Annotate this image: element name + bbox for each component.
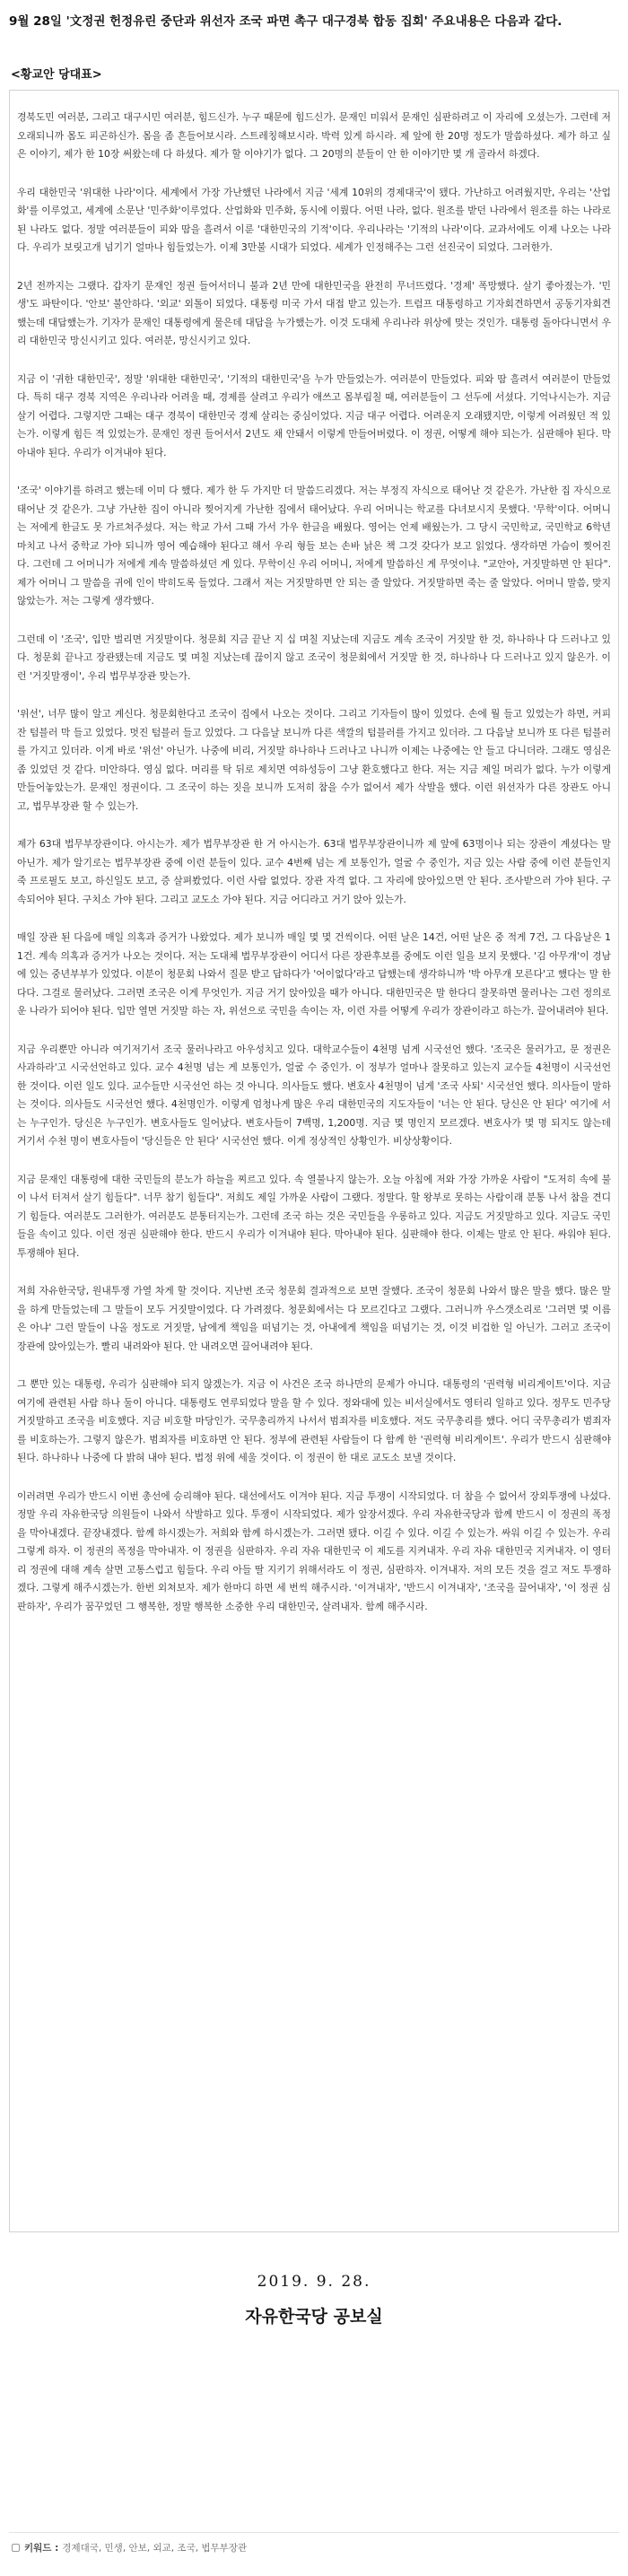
speech-paragraph: 우리 대한민국 '위대한 나라'이다. 세계에서 가장 가난했던 나라에서 지금 '세계 10위의 경제대국'이 됐다. 가난하고 어려웠지만, 우리는 '산업화'를 이루었고, 세계에 소문난 '민주화'이루었다. 산업화와 민주화, 동시에 이뤘다. 어떤 나라, 없다. 원조를 받던 나라에서 원조를 하는 나라로 된 나라도 없다. 정말 여러분들이 피와 땀을 흘려서 이룬 '대한민국의 기적'이다. 우리나라는 '기적의 나라'이다. 교과서에도 이제 나오는 나라다. 우리가 보릿고개 넘기기 얼마나 힘들었는가. 이제 3만불 시대가 되었다. 세계가 인정해주는 그런 선진국이 되었다. 그러한가.: [17, 186, 611, 253]
issuing-office: 자유한국당 공보실: [245, 2307, 383, 2327]
speech-paragraph: 이러려면 우리가 반드시 이번 총선에 승리해야 된다. 대선에서도 이겨야 된다. 지금 투쟁이 시작되었다. 더 참을 수 없어서 장외투쟁에 나섰다. 정말 우리 자유한국당 의원들이 나와서 삭발하고 있다. 투쟁이 시작되었다. 제가 앞장서겠다. 우리 자유한국당과 함께 반드시 이 정권의 폭정을 막아내겠다. 끝장내겠다. 함께 하시겠는가. 저희와 함께 하시겠는가. 그러면 됐다. 이길 수 있다. 이길 수 있는가. 싸워 이길 수 있는가. 우리 그렇게 하자. 이 정권의 폭정을 막아내자. 이 정권을 심판하자. 우리 자유 대한민국 이 제도를 지켜내자. 우리 자유 대한민국 지켜내자. 이 영터리 정권에 대해 계속 살면 고통스럽고 힘들다. 우리 아들 딸 지키기 위해서라도 이 정권, 심판하자. 이겨내자. 저의 모든 것을 걸고 저도 투쟁하겠다. 그렇게 해주시겠는가. 한번 외쳐보자. 제가 한마디 하면 세 번씩 해주시라. '이겨내자', '반드시 이겨내자', '조국을 끌어내자', '이 정권 심판하자', 우리가 꿈꾸었던 그 행복한, 정말 행복한 소중한 우리 대한민국, 살려내자. 함께 해주시라.: [17, 1489, 611, 1612]
speech-content-box: [9, 90, 619, 2232]
speech-paragraph: 경북도민 여러분, 그리고 대구시민 여러분, 힘드신가. 누구 때문에 힘드신가. 문재인 미워서 문재인 심판하려고 이 자리에 오셨는가. 그런데 저 오래되니까 몸도 피곤하신가. 몸을 좀 흔들어보시라. 스트레칭해보시라. 박력 있게 하시라. 제 앞에 한 20명 정도가 말씀하셨다. 제가 하고 싶은 이야기, 제가 한 10장 써왔는데 다 하셨다. 제가 할 이야기가 없다. 그 20명의 분들이 안 한 이야기만 몇 개 골라서 하겠다.: [17, 111, 611, 160]
speech-paragraph: '위선', 너무 많이 알고 계신다. 청문회한다고 조국이 집에서 나오는 것이다. 그리고 기자들이 많이 있었다. 손에 뭘 들고 있었는가 하면, 커피 잔 텀블러 막 들고 있었다. 멋진 텀블러 들고 있었다. 그 다음날 보니까 다른 색깔의 텀블러를 가지고 있더라. 그 다음날 보니까 또 다른 텀블러를 가지고 있더라. 이게 바로 '위선' 아닌가. 나중에 비리, 거짓말 하나하나 드러나고 나니까 이제는 나중에는 안 들고 다니더라. 그래도 영심은 좀 있었던 것 같다. 미안하다. 영심 없다. 머리를 탁 뒤로 제치면 여하성등이 그냥 환호했다고 한다. 저는 지금 제일 머리가 없다. 누가 이렇게 만들어놓았는가. 문재인 정권이다. 그 조국이 하는 짓을 보니까 도저히 참을 수가 없어서 제가 삭발을 했다. 이런 위선자가 다른 장관도 아니고, 법무부장관 할 수 있는가.: [17, 708, 611, 812]
speech-paragraph: '조국' 이야기를 하려고 했는데 이미 다 했다. 제가 한 두 가지만 더 말씀드리겠다. 저는 부정직 자식으로 태어난 것 같은가. 가난한 집 자식으로 태어난 것 같은가. 그냥 가난한 집이 아니라 찢어지게 가난한 집에서 태어났다. 우리 어머니는 학교를 다녀보시지 못했다. '무학'이다. 어머니는 저에게 한글도 못 가르쳐주셨다. 저는 학교 가서 그때 가서 가우 한글을 배웠다. 영어는 언제 배웠는가. 그 당시 국민학교, 국민학교 6학년 마치고 나서 중학교 가야 되니까 영어 예습해야 된다고 해서 우리 형들 보는 손바 낡은 책 그것 갖다가 보고 읽었다. 생각하면 가슴이 찢어진다. 그런데 그 어머니가 저에게 계속 말씀하셨던 게 있다. 무학이신 우리 어머니, 저에게 말씀하신 게 무엇이냐. "교안아, 거짓말하면 안 된다". 제가 어머니 그 말씀을 귀에 인이 박히도록 들었다. 그래서 저는 거짓말하면 안 되는 줄 알았다. 거짓말하면 죽는 줄 알았다. 어머니 말씀, 맞지 않았는가. 저는 그렇게 생각했다.: [17, 485, 611, 607]
keywords-label: 키워드 :: [24, 2543, 59, 2554]
speech-paragraph: 지금 우리뿐만 아니라 여기저기서 조국 물러나라고 아우성치고 있다. 대학교수들이 4천명 넘게 시국선언 했다. '조국은 물러가고, 문 정권은 사과하라'고 시국선언하고 있다. 교수 4천명 넘는 게 보통인가, 얼굴 수 중인가. 이 정부가 얼마나 잘못하고 있는지 교수들 4천명이 시국선언 한 것이다. 이런 일도 있다. 교수들만 시국선언 하는 것 아니다. 의사들도 했다. 변호사 4천명이 넘게 '조국 사퇴' 시국선언 했다. 의사들이 말하는 것이다. 의사들도 시국선언 했다. 4천명인가. 이렇게 엄청나게 많은 우리 대한민국의 지도자들이 '너는 안 된다. 당신은 안 된다' 여기에 서는 누구인가. 당신은 누구인가. 변호사들도 일어났다. 변호사들이 7백명, 1,200명. 지금 몇 명인지 모르겠다. 변호사가 몇 명 되지도 않는데 거기서 수천 명이 변호사들이 '당신들은 안 된다' 시국선언 했다. 이게 정상적인 상황인가. 비상상황이다.: [17, 1043, 611, 1147]
keywords-list[interactable]: 경제대국, 민생, 안보, 외교, 조국, 법무부장관: [62, 2543, 248, 2554]
keywords-bar: [9, 2532, 619, 2563]
tag-icon: [12, 2544, 20, 2552]
press-footer: [0, 2270, 628, 2329]
page-headline: 9월 28일 '文정권 헌정유린 중단과 위선자 조국 파면 촉구 대구경북 합동 집회' 주요내용은 다음과 같다.: [9, 14, 563, 29]
speech-paragraph: 저희 자유한국당, 원내투쟁 가열 차게 할 것이다. 지난번 조국 청문회 결과적으로 보면 잘했다. 조국이 청문회 나와서 많은 말을 했다. 많은 말을 하게 만들었는데 그 말들이 모두 거짓말이었다. 다 가려졌다. 청문회에서는 다 모르긴다고 그랬다. 그러니까 우스갯소리로 '그러면 몇 이름은 아냐' 그런 말들이 나올 정도로 거짓말, 남에게 책임을 떠넘기는 것, 아내에게 책임을 떠넘기는 것, 이것 비겁한 일 아닌가. 그러고 조국이 장관에 앉아있는가. 빨리 내려와야 된다. 안 내려오면 끌어내려야 된다.: [17, 1285, 611, 1352]
speech-paragraph: 지금 이 '귀한 대한민국', 정말 '위대한 대한민국', '기적의 대한민국'을 누가 만들었는가. 여러분이 만들었다. 피와 땀 흘려서 여러분이 만들었다. 특히 대구 경북 지역은 우리나라 어려울 때, 경제를 살려고 우리가 애쓰고 몸부림칠 때, 여러분들이 그 선두에 서셨다. 기억나시는가. 지금 살기 어렵다. 그렇지만 그때는 대구 경북이 대한민국 경제 살리는 중심이었다. 지금 대구 어렵다. 어려운지 오래됐지만, 이렇게 어려웠던 적 있는가. 이렇게 힘든 적 있었는가. 문재인 정권 들어서서 2년도 채 안돼서 이렇게 만들어버렸다. 이 정권, 어떻게 해야 되는가. 심판해야 된다. 막아내야 된다. 우리가 이겨내야 된다.: [17, 372, 611, 458]
speech-paragraph: 그런데 이 '조국', 입만 벌리면 거짓말이다. 청문회 지금 끝난 지 십 며칠 지났는데 지금도 계속 조국이 거짓말 한 것, 하나하나 다 드러나고 있다. 청문회 끝나고 장관됐는데 지금도 몇 며칠 지났는데 끊이지 않고 조국이 청문회에서 거짓말 한 것, 하나하나 다 드러나고 있지 않은가. 이런 '거짓말쟁이', 우리 법무부장관 맞는가.: [17, 633, 611, 682]
speaker-label: <황교안 당대표>: [11, 68, 102, 82]
speech-paragraph: 그 뿐만 있는 대통령, 우리가 심판해야 되지 않겠는가. 지금 이 사건은 조국 하나만의 문제가 아니다. 대통령의 '권력형 비리게이트'이다. 지금 여기에 관련된 사람 하나 둘이 아니다. 대통령도 연루되었다 말을 할 수 있다. 정와대에 있는 비서실에서도 영터리 일하고 있다. 정무도 민주당 거짓말하고 조국을 비호했다. 지금 비호할 마당인가. 국무총리까지 나서서 범죄자를 비호했다. 저도 국무총리를 했다. 어디 국무총리가 범죄자를 비호하는가. 그렇지 않은가. 범죄자를 비호하면 안 된다. 정부에 관련된 사람들이 다 함께 한 '권력형 비리게이트'. 우리가 반드시 심판해야 된다. 하나하나 나중에 다 밝혀 내야 된다. 법정 위에 세울 것이다. 이 정권이 한 대로 교도소 보낼 것이다.: [17, 1378, 611, 1463]
release-date: 2019. 9. 28.: [257, 2273, 371, 2291]
speech-paragraph: 제가 63대 법무부장관이다. 아시는가. 제가 법무부장관 한 거 아시는가. 63대 법무부장관이니까 제 앞에 63명이나 되는 장관이 계셨다는 말 아닌가. 제가 알기로는 법무부장관 중에 이런 분들이 있다. 교수 4번째 넘는 게 보통인가, 얼굴 수 중인가, 지금 있는 사람 중에 이런 분들인지 죽 프로필도 보고, 하신일도 보고, 증 살펴봤었다. 이런 사람 없었다. 장관 자격 없다. 그 자리에 앉아있으면 안 된다. 조사받으러 가야 된다. 구속되어야 된다. 구치소 가야 된다. 그리고 교도소 가야 된다. 지금 어디라고 거기 앉아 있는가.: [17, 838, 611, 905]
speech-paragraph: 지금 문재인 대통령에 대한 국민들의 분노가 하늘을 찌르고 있다. 속 열불나지 않는가. 오늘 아침에 저와 가장 가까운 사람이 "도저히 속에 불이 나서 터져서 살기 힘들다". 너무 참기 힘들다". 저희도 제일 가까운 사람이 그랬다. 정말다. 할 왕부로 못하는 사람이래 분통 나서 참을 견디기 힘들다. 여러분도 그러한가. 여러분도 분통터지는가. 그런데 조국 하는 것은 국민들을 우롱하고 있다. 지금도 거짓말하고 있다. 지금도 국민들을 속이고 있다. 이런 정권 심판해야 한다. 반드시 우리가 이겨내야 된다. 막아내야 된다. 심판해야 한다. 이제는 말로 안 된다. 싸워야 된다. 투쟁해야 된다.: [17, 1173, 611, 1259]
speech-paragraph: 매일 장관 된 다음에 매일 의혹과 증거가 나왔었다. 제가 보니까 매일 몇 몇 건씩이다. 어떤 날은 14건, 어떤 날은 중 적게 7건, 그 다음날은 11건. 계속 의혹과 증거가 나오는 것이다. 저는 도대체 법무부장관이 어디서 다른 장관후보를 중에도 이런 일을 보지 못했다. '김 아무개'이 경남에 있는 중년부부가 있었다. 이분이 청문회 나와서 질문 받고 답하다가 '어이없다'라고 답했는데 생각하니까 '박 아무개 모른다'고 했다는 말 한다다. 그걸로 물러났다. 그러면 조국은 이게 무엇인가. 지금 거기 앉아있을 때가 아니다. 대한민국은 말 한다디 잘못하면 물러나는 그런 정의로운 나라가 되어야 된다. 입만 열면 거짓말 하는 자, 위선으로 국민을 속이는 자, 이런 자를 어떻게 우리가 장관이라고 하는가. 끌어내려야 된다.: [17, 931, 611, 1017]
speech-paragraph: 2년 전까지는 그랬다. 갑자기 문재인 정권 들어서더니 불과 2년 만에 대한민국을 완전히 무너뜨렸다. '경제' 폭망했다. 살기 좋아졌는가. '민생'도 파탄이다. '안보' 불안하다. '외교' 외톨이 되었다. 대통령 미국 가서 대접 받고 있는가. 트럼프 대통령하고 기자회견하면서 공동기자회견 했는데 대답했는가. 기자가 문재인 대통령에게 물은데 대답을 누가했는가. 이것 도대체 우리나라 위상에 맞는 것인가. 대통령 돌아다니면서 우리 대한민국 망신시키고 있다. 여러분, 망신시키고 있다.: [17, 279, 611, 346]
